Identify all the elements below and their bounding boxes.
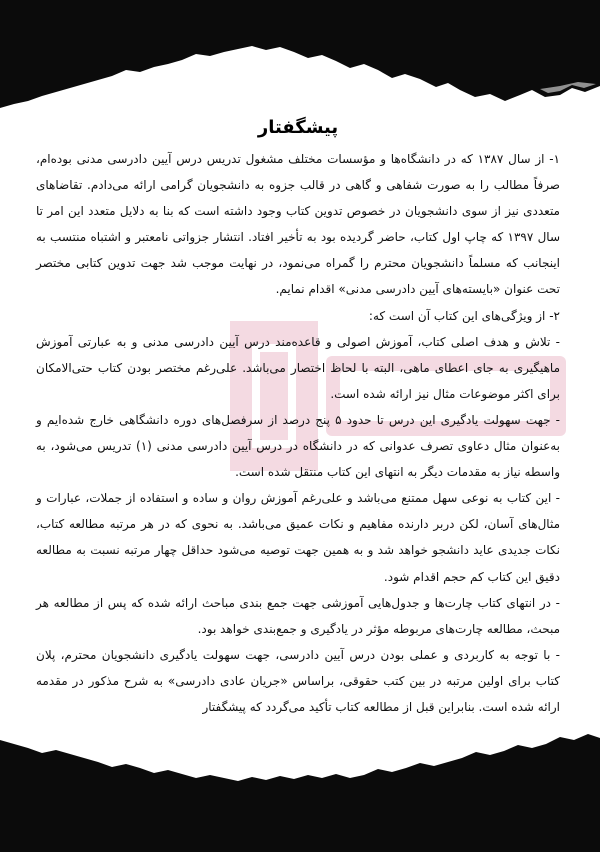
paragraph-1: ۱- از سال ۱۳۸۷ که در دانشگاه‌ها و مؤسسات مختلف مشغول تدریس درس آیین دادرسی مدنی بوده‌ام، صرفاً مطالب را به صورت شفاهی و گاهی در قالب جزوه به دانشجویان گرامی ارائه می‌دادم. تقاضاهای متعددی نیز از سوی دانشجویان در خصوص تدوین کتاب وجود داشته است که بنا به دلایل متعدد این امر تا سال ۱۳۹۷ که چاپ اول کتاب، حاضر گردیده بود به تأخیر افتاد. انتشار جزواتی نامعتبر و اشتباه منتسب به اینجانب که مسلماً دانشجویان محترم را گمراه می‌نمود، در نهایت موجب شد جهت تدوین کتابی مختصر تحت عنوان «بایسته‌های آیین دادرسی مدنی» اقدام نمایم.	[36, 152, 560, 297]
torn-bottom-edge	[0, 720, 600, 852]
paragraph-5: - این کتاب به نوعی سهل ممتنع می‌باشد و علی‌رغم آموزش روان و ساده و استفاده از جملات، عبارات و مثال‌های آسان، لکن دربر دارنده مفاهیم و نکات عمیق می‌باشد. به نحوی که در هر مرتبه مطالعه کتاب، نکات جدیدی عاید دانشجو خواهد شد و به همین جهت توصیه می‌شود حداقل چهار مرتبه نسبت به مطالعه دقیق این کتاب کم حجم اقدام شود.	[36, 491, 560, 584]
paragraph-7: - با توجه به کاربردی و عملی بودن درس آیین دادرسی، جهت سهولت یادگیری دانشجویان محترم، پلان کتاب برای اولین مرتبه در بین کتب حقوقی، براساس «جریان عادی دادرسی» به شرح مذکور در مقدمه ارائه شده است. بنابراین قبل از مطالعه کتاب تأکید می‌گردد که پیشگفتار	[36, 647, 560, 714]
torn-top-edge	[0, 0, 600, 120]
preface-body	[36, 116, 560, 720]
paragraph-3: - تلاش و هدف اصلی کتاب، آموزش اصولی و قاعده‌مند درس آیین دادرسی مدنی و به عبارتی آموزش ماهیگیری به جای اعطای ماهی، البته با لحاظ اختصار می‌باشد. علی‌رغم مختصر بودن کتاب حتی‌الامکان برای اکثر موضوعات مثال نیز ارائه شده است.	[36, 334, 560, 401]
page-title: پیشگفتار	[257, 117, 339, 138]
paragraph-6: - در انتهای کتاب چارت‌ها و جدول‌هایی آموزشی جهت جمع بندی مباحث ارائه شده که پس از مطالعه هر مبحث، مطالعه چارت‌های مربوطه مؤثر در یادگیری و جمع‌بندی خواهد بود.	[36, 595, 560, 636]
paragraph-2: ۲- از ویژگی‌های این کتاب آن است که:	[368, 308, 560, 323]
paragraph-4: - جهت سهولت یادگیری این درس تا حدود ۵ پنج درصد از سرفصل‌های دوره دانشگاهی خارج شده‌ایم و به‌عنوان مثال دعاوی تصرف عدوانی که در دانشگاه در درس آیین دادرسی مدنی (۱) تدریس می‌شود، به واسطه نیاز به مقدمات دیگر به انتهای این کتاب منتقل شده است.	[36, 412, 561, 480]
